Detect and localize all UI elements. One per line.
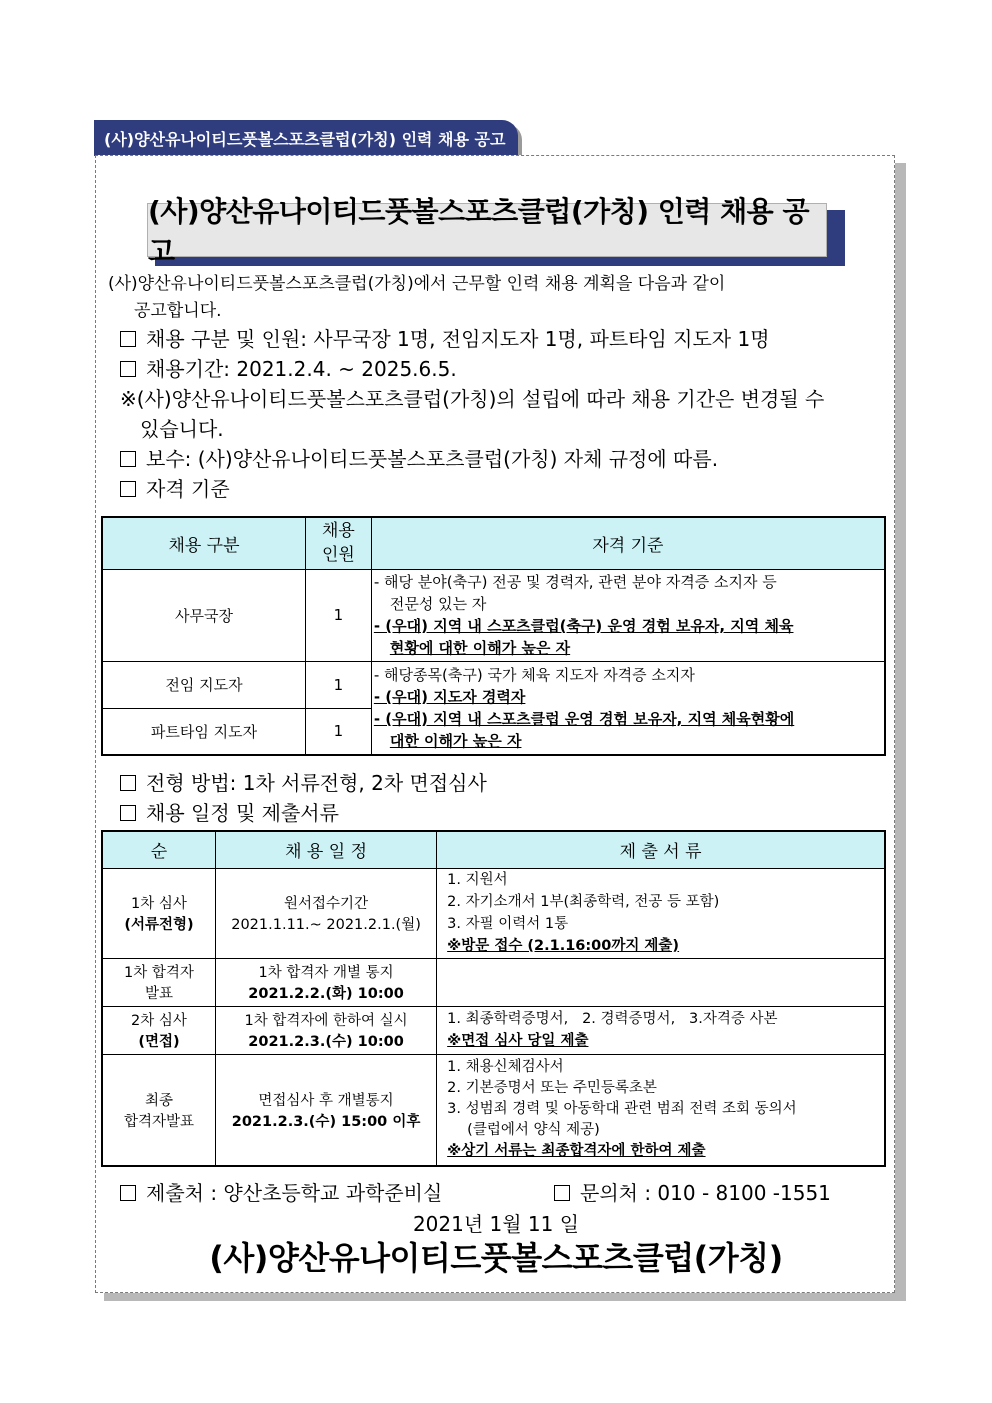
document-line: 1. 채용신체검사서 (447, 1059, 564, 1076)
count-cell: 1 (305, 661, 371, 708)
criteria-line: - (우대) 지도자 경력자 (373, 687, 526, 706)
criteria-cell-shared (371, 661, 885, 755)
stage-cell (102, 1006, 215, 1054)
item-period-text: 채용기간: 2021.2.4. ~ 2025.6.5. (146, 357, 457, 381)
header-tab (94, 120, 518, 156)
schedule-cell (215, 1054, 436, 1166)
table-row (102, 958, 885, 1006)
schedule-cell (215, 958, 436, 1006)
document-line: 2. 자기소개서 1부(최종학력, 전공 등 포함) (447, 894, 720, 910)
stage-cell (102, 868, 215, 958)
criteria-line: - (우대) 지역 내 스포츠클럽 운영 경험 보유자, 지역 체육현황에 (373, 709, 795, 728)
item-method (120, 767, 487, 796)
document-line: ※면접 심사 당일 제출 (447, 1033, 589, 1049)
category-cell: 전임 지도자 (102, 661, 305, 708)
qualification-table (101, 516, 886, 756)
count-cell: 1 (305, 708, 371, 755)
item-recruit (120, 323, 770, 352)
stage-line: 1차 심사 (131, 896, 187, 912)
criteria-line: 현황에 대한 이해가 높은 자 (389, 639, 571, 657)
header-tab-title: (사)양산유나이티드풋볼스포츠클럽(가칭) 인력 채용 공고 (104, 129, 506, 149)
schedule-cell (215, 1006, 436, 1054)
table-row (102, 868, 885, 958)
table-header-row (102, 831, 885, 868)
category-cell: 파트타임 지도자 (102, 708, 305, 755)
schedule-line: 2021.2.3.(수) 10:00 (248, 1034, 404, 1050)
schedule-line: 2021.1.11.~ 2021.2.1.(월) (231, 917, 421, 933)
header-criteria: 자격 기준 (371, 517, 885, 569)
organization-signature: (사)양산유나이티드풋볼스포츠클럽(가칭) (209, 1239, 783, 1277)
item-period (120, 353, 457, 382)
item-note-line-1: ※(사)양산유나이티드풋볼스포츠클럽(가칭)의 설립에 따라 채용 기간은 변경될 수 (120, 387, 825, 411)
checkbox-icon (120, 361, 136, 377)
schedule-line: 원서접수기간 (284, 896, 369, 912)
document-line: ※방문 접수 (2.1.16:00까지 제출) (447, 938, 680, 954)
stage-line: 발표 (144, 986, 173, 1002)
schedule-table (101, 830, 886, 1167)
schedule-line: 1차 합격자 개별 통지 (258, 965, 394, 981)
criteria-line: 대한 이해가 높은 자 (389, 731, 522, 750)
document-line: 2. 기본증명서 또는 주민등록초본 (447, 1080, 657, 1097)
stage-cell (102, 958, 215, 1006)
count-cell: 1 (305, 569, 371, 661)
main-title (147, 195, 827, 268)
schedule-line: 1차 합격자에 한하여 실시 (244, 1013, 408, 1029)
checkbox-icon (120, 481, 136, 497)
header-schedule: 채 용 일 정 (215, 831, 436, 868)
document-line: ※상기 서류는 최종합격자에 한하여 제출 (447, 1143, 706, 1160)
schedule-line: 2021.2.2.(화) 10:00 (248, 986, 404, 1002)
document-line: (클럽에서 양식 제공) (467, 1122, 600, 1139)
table-row (102, 1006, 885, 1054)
table-row (102, 569, 885, 661)
table-header-row (102, 517, 885, 569)
item-recruit-text: 채용 구분 및 인원: 사무국장 1명, 전임지도자 1명, 파트타임 지도자 1명 (146, 327, 770, 351)
criteria-line: 전문성 있는 자 (389, 595, 487, 613)
footer-submit (120, 1177, 442, 1206)
table-row (102, 661, 885, 708)
category-cell: 사무국장 (102, 569, 305, 661)
document-line: 3. 자필 이력서 1통 (447, 916, 569, 932)
document-line: 3. 성범죄 경력 및 아동학대 관련 범죄 전력 조회 동의서 (447, 1101, 797, 1118)
criteria-cell (371, 569, 885, 661)
checkbox-icon (120, 805, 136, 821)
item-schedule-text: 채용 일정 및 제출서류 (146, 801, 339, 825)
header-documents: 제 출 서 류 (437, 831, 885, 868)
item-pay-text: 보수: (사)양산유나이티드풋볼스포츠클럽(가칭) 자체 규정에 따름. (146, 447, 719, 471)
checkbox-icon (120, 451, 136, 467)
footer-contact (554, 1177, 831, 1206)
footer-date: 2021년 1월 11 일 (412, 1212, 580, 1236)
main-title-text: (사)양산유나이티드풋볼스포츠클럽(가칭) 인력 채용 공고 (148, 195, 809, 268)
header-order: 순 (102, 831, 215, 868)
criteria-line: - 해당 분야(축구) 전공 및 경력자, 관련 분야 자격증 소지자 등 (373, 573, 777, 591)
document-line: 1. 최종학력증명서, 2. 경력증명서, 3.자격증 사본 (447, 1011, 778, 1027)
criteria-line: - 해당종목(축구) 국가 체육 지도자 자격증 소지자 (373, 665, 695, 684)
schedule-cell (215, 868, 436, 958)
stage-line: 2차 심사 (131, 1013, 187, 1029)
header-count-line-2: 인원 (321, 545, 355, 566)
item-qual-text: 자격 기준 (146, 477, 230, 501)
checkbox-icon (554, 1185, 570, 1201)
document-line: 1. 지원서 (447, 872, 508, 888)
checkbox-icon (120, 775, 136, 791)
stage-line: 최종 (144, 1092, 173, 1109)
item-schedule (120, 797, 339, 826)
item-method-text: 전형 방법: 1차 서류전형, 2차 면접심사 (146, 771, 487, 795)
checkbox-icon (120, 1185, 136, 1201)
footer-contact-text: 문의처 : 010 - 8100 -1551 (580, 1181, 831, 1205)
documents-cell (437, 1054, 885, 1166)
item-qual (120, 473, 230, 502)
criteria-line: - (우대) 지역 내 스포츠클럽(축구) 운영 경험 보유자, 지역 체육 (373, 617, 794, 635)
schedule-line: 2021.2.3.(수) 15:00 이후 (231, 1113, 421, 1130)
header-count (305, 517, 371, 569)
documents-cell (437, 868, 885, 958)
checkbox-icon (120, 331, 136, 347)
stage-line: (서류전형) (124, 917, 194, 933)
schedule-line: 면접심사 후 개별통지 (258, 1092, 394, 1109)
header-category: 채용 구분 (102, 517, 305, 569)
table-row (102, 1054, 885, 1166)
intro-line-1: (사)양산유나이티드풋볼스포츠클럽(가칭)에서 근무할 인력 채용 계획을 다음과 같이 (108, 274, 726, 294)
item-pay (120, 443, 718, 472)
intro-line-2: 공고합니다. (134, 301, 222, 321)
documents-cell (437, 958, 885, 1006)
documents-cell (437, 1006, 885, 1054)
footer-submit-text: 제출처 : 양산초등학교 과학준비실 (146, 1181, 443, 1205)
stage-cell (102, 1054, 215, 1166)
header-count-line-1: 채용 (321, 521, 355, 542)
stage-line: (면접) (138, 1034, 180, 1050)
stage-line: 합격자발표 (123, 1113, 194, 1130)
stage-line: 1차 합격자 (124, 965, 194, 981)
item-note-line-2: 있습니다. (140, 417, 224, 441)
